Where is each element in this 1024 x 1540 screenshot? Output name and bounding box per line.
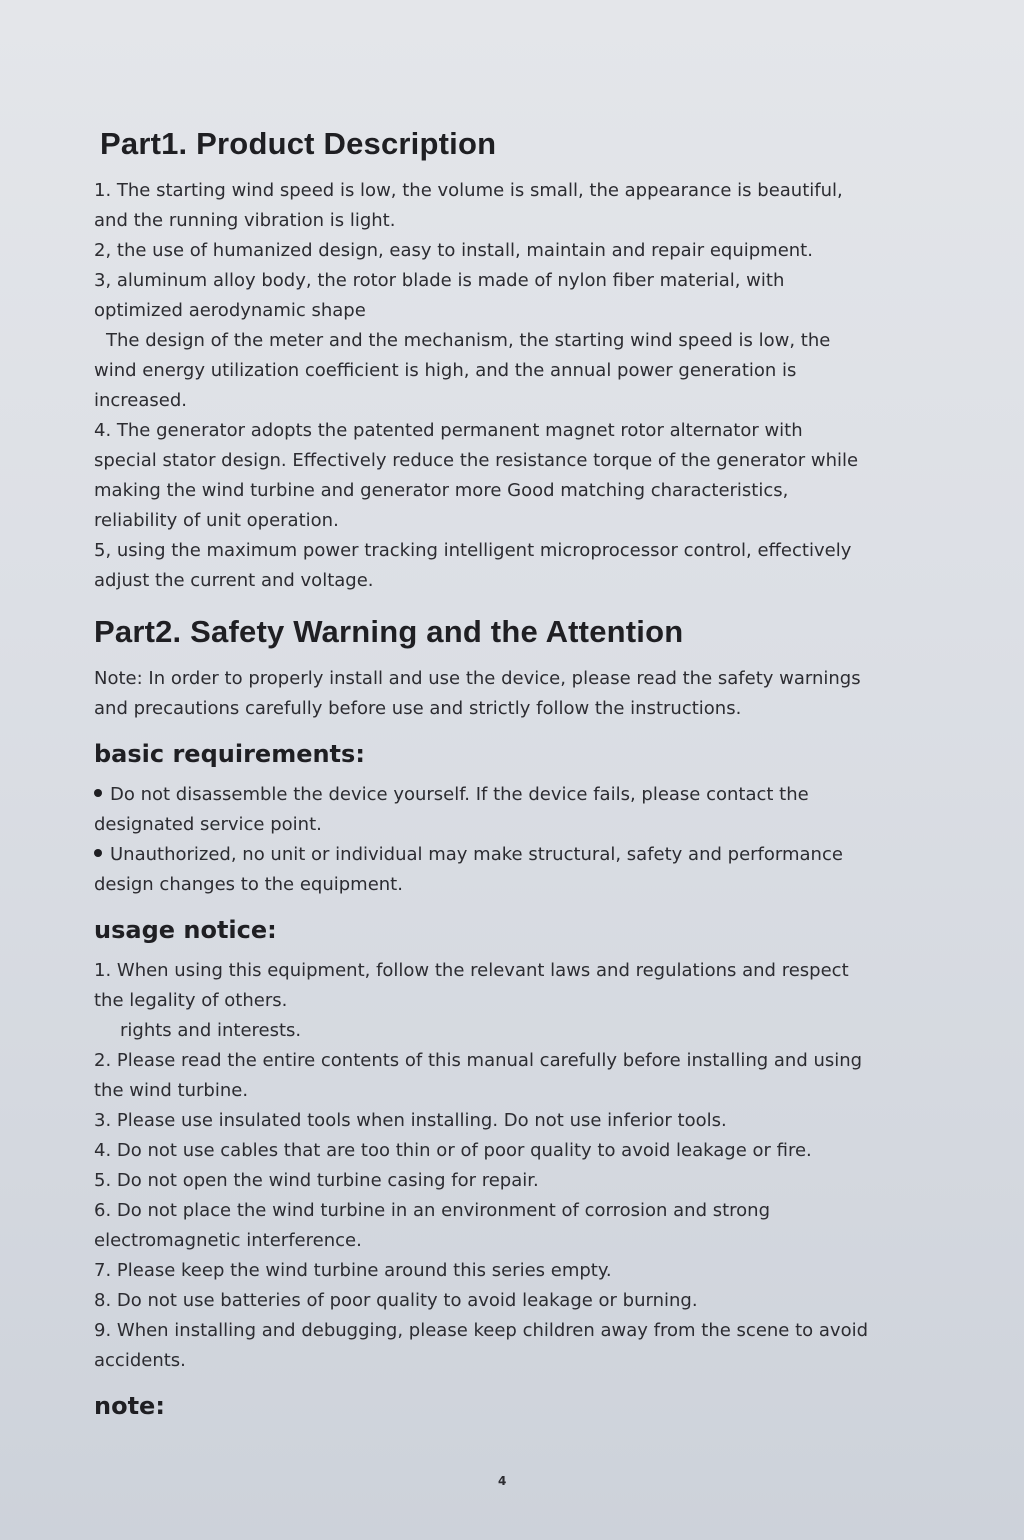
part1-line: optimized aerodynamic shape <box>94 300 366 321</box>
requirement-item <box>94 780 924 810</box>
requirement-item <box>94 840 924 870</box>
usage-line: 9. When installing and debugging, please keep children away from the scene to avoid <box>94 1320 869 1341</box>
part1-line: increased. <box>94 390 188 411</box>
part1-line: and the running vibration is light. <box>94 210 396 231</box>
basic-requirements-list <box>94 780 924 900</box>
usage-line: 2. Please read the entire contents of this manual carefully before installing and using <box>94 1050 863 1071</box>
part1-line: special stator design. Effectively reduce the resistance torque of the generator while <box>94 450 859 471</box>
usage-line: 4. Do not use cables that are too thin or of poor quality to avoid leakage or fire. <box>94 1140 812 1161</box>
part1-line: 1. The starting wind speed is low, the volume is small, the appearance is beautiful, <box>94 180 843 201</box>
usage-line: rights and interests. <box>120 1020 302 1041</box>
requirement-line: design changes to the equipment. <box>94 874 403 895</box>
usage-line: 6. Do not place the wind turbine in an environment of corrosion and strong <box>94 1200 771 1221</box>
part2-note-line: Note: In order to properly install and use the device, please read the safety warnings <box>94 668 861 689</box>
part1-line: 3, aluminum alloy body, the rotor blade is made of nylon fiber material, with <box>94 270 785 291</box>
part1-line: 5, using the maximum power tracking intelligent microprocessor control, effectively <box>94 540 852 561</box>
basic-requirements-heading: basic requirements: <box>94 740 365 768</box>
usage-line: electromagnetic interference. <box>94 1230 362 1251</box>
part1-line: reliability of unit operation. <box>94 510 339 531</box>
usage-line: the legality of others. <box>94 990 288 1011</box>
page-content <box>94 126 924 1432</box>
part2-note <box>94 664 924 724</box>
part2-note-line: and precautions carefully before use and strictly follow the instructions. <box>94 698 742 719</box>
usage-line: 8. Do not use batteries of poor quality to avoid leakage or burning. <box>94 1290 698 1311</box>
part1-line: 4. The generator adopts the patented permanent magnet rotor alternator with <box>94 420 803 441</box>
usage-line: 1. When using this equipment, follow the relevant laws and regulations and respect <box>94 960 849 981</box>
note-heading: note: <box>94 1392 165 1420</box>
part1-line: making the wind turbine and generator more Good matching characteristics, <box>94 480 789 501</box>
part1-heading: Part1. Product Description <box>100 126 497 161</box>
usage-line: 5. Do not open the wind turbine casing for repair. <box>94 1170 539 1191</box>
requirement-text: Unauthorized, no unit or individual may make structural, safety and performance <box>110 844 843 865</box>
page-number: 4 <box>498 1474 507 1488</box>
part1-line: The design of the meter and the mechanism, the starting wind speed is low, the <box>106 330 831 351</box>
part1-body <box>94 176 924 596</box>
requirement-line: designated service point. <box>94 814 322 835</box>
usage-line: 3. Please use insulated tools when installing. Do not use inferior tools. <box>94 1110 727 1131</box>
usage-line: accidents. <box>94 1350 186 1371</box>
part1-line: wind energy utilization coefficient is high, and the annual power generation is <box>94 360 797 381</box>
usage-line: the wind turbine. <box>94 1080 249 1101</box>
part1-line: adjust the current and voltage. <box>94 570 374 591</box>
bullet-icon <box>94 849 102 857</box>
part1-line: 2, the use of humanized design, easy to install, maintain and repair equipment. <box>94 240 813 261</box>
bullet-icon <box>94 789 102 797</box>
requirement-text: Do not disassemble the device yourself. If the device fails, please contact the <box>110 784 809 805</box>
part2-heading: Part2. Safety Warning and the Attention <box>94 614 684 649</box>
usage-notice-heading: usage notice: <box>94 916 277 944</box>
usage-notice-list <box>94 956 924 1376</box>
usage-line: 7. Please keep the wind turbine around this series empty. <box>94 1260 612 1281</box>
